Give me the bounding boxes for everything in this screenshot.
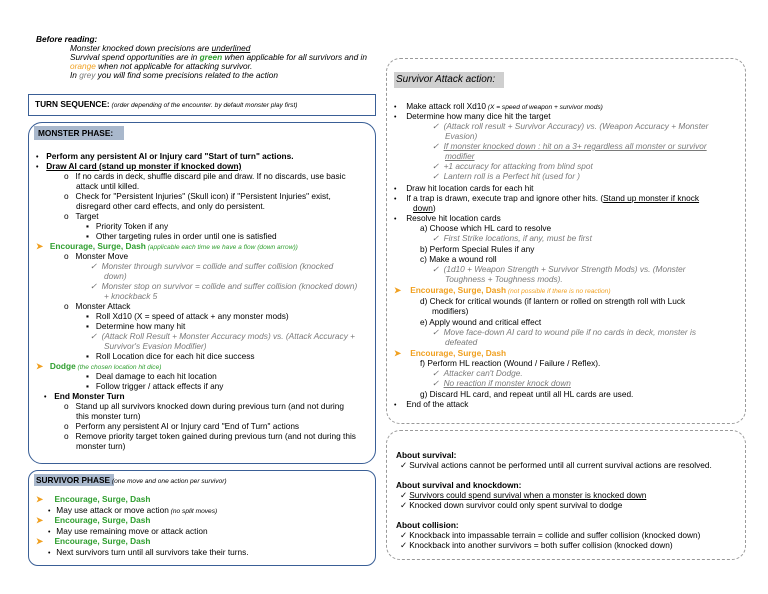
arrow-icon: ➤ bbox=[394, 348, 411, 358]
check-icon: ✓ bbox=[432, 161, 444, 171]
turn-sequence-box bbox=[28, 94, 376, 116]
list-item: • Determine how many dice hit the target bbox=[394, 111, 551, 121]
list-item: • Make attack roll Xd10 (X = speed of weapon + survivor mods) bbox=[394, 101, 603, 111]
list-item: • May use attack or move action (no split moves) bbox=[48, 505, 218, 515]
list-item: modifier bbox=[445, 151, 475, 161]
list-item: ✓ Knockback into impassable terrain = collide and suffer collision (knocked down) bbox=[400, 530, 701, 540]
list-item: attack until killed. bbox=[76, 181, 140, 191]
list-item: Evasion) bbox=[445, 131, 478, 141]
list-item: o Target bbox=[64, 211, 99, 221]
list-item: ✓ Monster through survivor = collide and suffer collision (knocked bbox=[90, 261, 334, 271]
check-icon: ✓ bbox=[432, 327, 444, 337]
monster-phase-title: MONSTER PHASE: bbox=[38, 128, 114, 138]
list-item: ➤ Encourage, Surge, Dash bbox=[36, 494, 151, 504]
arrow-icon: ➤ bbox=[394, 285, 411, 295]
list-item: • Perform any persistent AI or Injury card "Start of turn" actions. bbox=[36, 151, 294, 161]
list-item: c) Make a wound roll bbox=[420, 254, 497, 264]
intro-title: Before reading: bbox=[36, 34, 98, 44]
intro-line: Survival spend opportunities are in green when applicable for all survivors and in bbox=[70, 52, 368, 62]
arrow-icon: ➤ bbox=[36, 494, 55, 504]
list-item: ▪ Priority Token if any bbox=[86, 221, 169, 231]
check-icon: ✓ bbox=[400, 460, 410, 470]
check-icon: ✓ bbox=[400, 490, 410, 500]
arrow-icon: ➤ bbox=[36, 241, 50, 251]
list-item: ➤ Encourage, Surge, Dash bbox=[36, 536, 151, 546]
list-item: ✓ (1d10 + Weapon Strength + Survivor Strength Mods) vs. (Monster bbox=[432, 264, 686, 274]
attack-action-title: Survivor Attack action: bbox=[396, 74, 496, 85]
list-item: f) Perform HL reaction (Wound / Failure / Reflex). bbox=[420, 358, 601, 368]
check-icon: ✓ bbox=[432, 368, 444, 378]
check-icon: ✓ bbox=[432, 264, 444, 274]
list-item: o Stand up all survivors knocked down during previous turn (and not during bbox=[64, 401, 344, 411]
check-icon: ✓ bbox=[90, 261, 102, 271]
list-item: ➤ Encourage, Surge, Dash bbox=[394, 348, 507, 358]
notes-title: About survival: bbox=[396, 450, 457, 460]
list-item: b) Perform Special Rules if any bbox=[420, 244, 535, 254]
list-item: ✓ Attacker can't Dodge. bbox=[432, 368, 523, 378]
list-item: ✓ Move face-down AI card to wound pile if no cards in deck, monster is bbox=[432, 327, 696, 337]
list-item: + knockback 5 bbox=[104, 291, 158, 301]
list-item: • May use remaining move or attack action bbox=[48, 526, 208, 536]
list-item: ✓ (Attack roll result + Survivor Accuracy) vs. (Weapon Accuracy + Monster bbox=[432, 121, 709, 131]
check-icon: ✓ bbox=[432, 141, 444, 151]
list-item: defeated bbox=[445, 337, 478, 347]
list-item: ✓ No reaction if monster knock down bbox=[432, 378, 571, 388]
list-item: ➤ Encourage, Surge, Dash (not possible if there is no reaction) bbox=[394, 285, 611, 295]
list-item: • End Monster Turn bbox=[44, 391, 125, 401]
list-item: ▪ Other targeting rules in order until one is satisfied bbox=[86, 231, 277, 241]
list-item: o Monster Attack bbox=[64, 301, 131, 311]
list-item: • Next survivors turn until all survivors take their turns. bbox=[48, 547, 249, 557]
list-item: ✓ (Attack Roll Result + Monster Accuracy mods) vs. (Attack Accuracy + bbox=[90, 331, 355, 341]
check-icon: ✓ bbox=[90, 281, 102, 291]
list-item: down) bbox=[413, 203, 436, 213]
list-item: o Monster Move bbox=[64, 251, 129, 261]
list-item: ✓ Survivors could spend survival when a monster is knocked down bbox=[400, 490, 647, 500]
list-item: ✓ If monster knocked down : hit on a 3+ regardless all monster or survivor bbox=[432, 141, 707, 151]
check-icon: ✓ bbox=[432, 121, 444, 131]
survivor-phase-title: SURVIVOR PHASE (one move and one action per survivor) bbox=[36, 475, 227, 485]
arrow-icon: ➤ bbox=[36, 515, 55, 525]
list-item: ✓ Knocked down survivor could only spent survival to dodge bbox=[400, 500, 623, 510]
list-item: disregard other card effects, and only do persistent. bbox=[76, 201, 265, 211]
list-item: e) Apply wound and critical effect bbox=[420, 317, 542, 327]
check-icon: ✓ bbox=[400, 500, 410, 510]
list-item: ✓ First Strike locations, if any, must be first bbox=[432, 233, 592, 243]
list-item: • Resolve hit location cards bbox=[394, 213, 501, 223]
list-item: ✓ Lantern roll is a Perfect hit (used for ) bbox=[432, 171, 581, 181]
intro-line: In grey you will find some precisions related to the action bbox=[70, 70, 278, 80]
list-item: ✓ Survival actions cannot be performed until all current survival actions are resolved. bbox=[400, 460, 712, 470]
list-item: ▪ Follow trigger / attack effects if any bbox=[86, 381, 224, 391]
check-icon: ✓ bbox=[90, 331, 102, 341]
list-item: ➤ Encourage, Surge, Dash (applicable each time we have a flow (down arrow)) bbox=[36, 241, 298, 251]
list-item: o Remove priority target token gained during previous turn (and not during this bbox=[64, 431, 356, 441]
list-item: ➤ Encourage, Surge, Dash bbox=[36, 515, 151, 525]
check-icon: ✓ bbox=[400, 540, 410, 550]
list-item: ▪ Roll Xd10 (X = speed of attack + any monster mods) bbox=[86, 311, 289, 321]
list-item: this monster turn) bbox=[76, 411, 141, 421]
arrow-icon: ➤ bbox=[36, 361, 50, 371]
list-item: d) Check for critical wounds (if lantern or rolled on strength roll with Luck bbox=[420, 296, 686, 306]
list-item: o Perform any persistent AI or Injury card "End of Turn" actions bbox=[64, 421, 300, 431]
list-item: • Draw AI card (stand up monster if knocked down) bbox=[36, 161, 242, 171]
list-item: o If no cards in deck, shuffle discard pile and draw. If no discards, use basic bbox=[64, 171, 346, 181]
list-item: ✓ Monster stop on survivor = collide and suffer collision (knocked down) bbox=[90, 281, 358, 291]
check-icon: ✓ bbox=[400, 530, 410, 540]
list-item: ▪ Roll Location dice for each hit dice success bbox=[86, 351, 255, 361]
list-item: ▪ Determine how many hit bbox=[86, 321, 186, 331]
list-item: • If a trap is drawn, execute trap and ignore other hits. (Stand up monster if knock bbox=[394, 193, 700, 203]
turn-sequence-title: TURN SEQUENCE: (order depending of the encounter. by default monster play first) bbox=[35, 99, 298, 109]
notes-title: About survival and knockdown: bbox=[396, 480, 522, 490]
list-item: a) Choose which HL card to resolve bbox=[420, 223, 552, 233]
notes-title: About collision: bbox=[396, 520, 459, 530]
list-item: monster turn) bbox=[76, 441, 126, 451]
intro-line: Monster knocked down precisions are underlined bbox=[70, 43, 251, 53]
list-item: • End of the attack bbox=[394, 399, 469, 409]
list-item: o Check for "Persistent Injuries" (Skull icon) if "Persistent Injuries" exist, bbox=[64, 191, 331, 201]
list-item: down) bbox=[104, 271, 127, 281]
check-icon: ✓ bbox=[432, 233, 444, 243]
list-item: ➤ Dodge (the chosen location hit dice) bbox=[36, 361, 162, 371]
list-item: modifiers) bbox=[432, 306, 469, 316]
list-item: ✓ Knockback into another survivors = both suffer collision (knocked down) bbox=[400, 540, 673, 550]
list-item: ✓ +1 accuracy for attacking from blind spot bbox=[432, 161, 593, 171]
list-item: g) Discard HL card, and repeat until all HL cards are used. bbox=[420, 389, 634, 399]
arrow-icon: ➤ bbox=[36, 536, 55, 546]
check-icon: ✓ bbox=[432, 171, 444, 181]
list-item: • Draw hit location cards for each hit bbox=[394, 183, 534, 193]
list-item: Toughness + Toughness mods). bbox=[445, 274, 563, 284]
list-item: Survivor's Evasion Modifier) bbox=[104, 341, 207, 351]
intro-line: orange when not applicable for attacking survivor. bbox=[70, 61, 253, 71]
list-item: ▪ Deal damage to each hit location bbox=[86, 371, 217, 381]
check-icon: ✓ bbox=[432, 378, 444, 388]
